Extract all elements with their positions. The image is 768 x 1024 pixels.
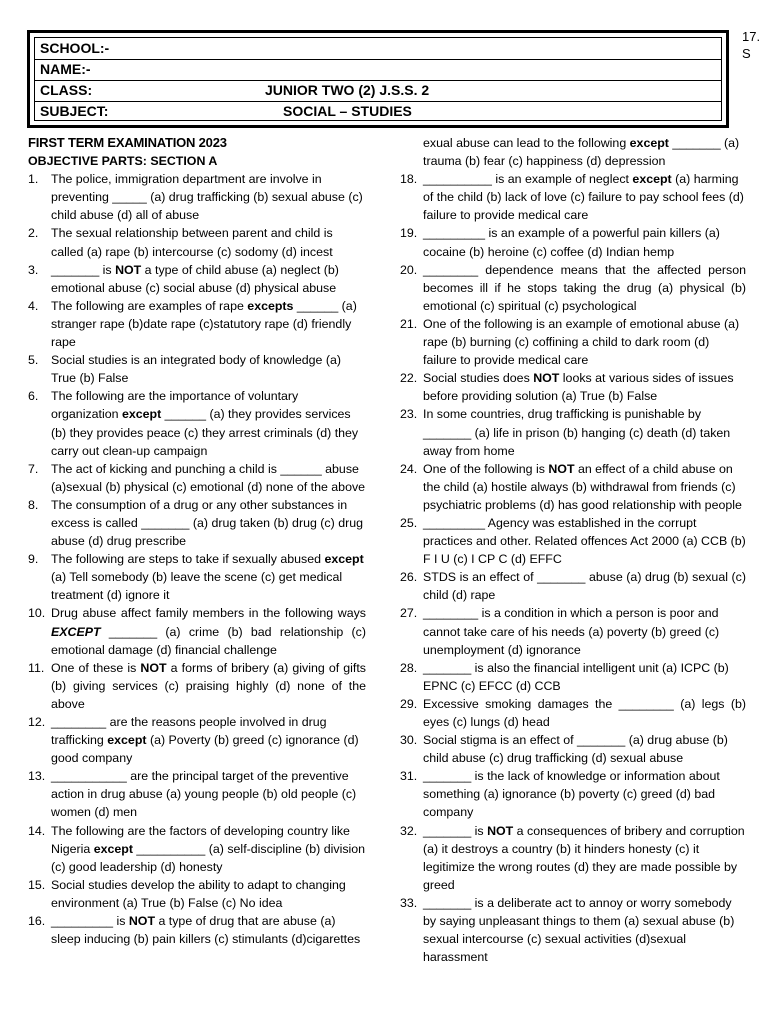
question-text: Social studies does NOT looks at various sides of issues before providing solution (a) True (b) False <box>423 371 734 404</box>
page-corner-text <box>742 28 760 62</box>
right-column <box>400 134 746 966</box>
question-item <box>400 894 746 966</box>
question-text: Excessive smoking damages the ________ (a) legs (b) eyes (c) lungs (d) head <box>423 696 746 729</box>
question-number: 22. <box>400 371 418 386</box>
question-item <box>28 460 366 496</box>
question-text: The following are examples of rape excepts ______ (a) stranger rape (b)date rape (c)statutory rape (d) friendly rape <box>51 298 357 350</box>
school-label: SCHOOL:- <box>40 40 110 56</box>
subject-row <box>35 101 721 122</box>
question-text: _________ Agency was established in the corrupt practices and other. Related offences Act 2000 (a) CCB (b) F I U (c) I CP C (d) EFFC <box>423 515 746 567</box>
question-text: _______ is the lack of knowledge or information about something (a) ignorance (b) poverty (c) greed (d) bad company <box>423 769 720 820</box>
question-text: The act of kicking and punching a child is ______ abuse (a)sexual (b) physical (c) emotional (d) none of the above <box>51 461 366 494</box>
question-number: 30. <box>400 733 418 748</box>
question-continuation: exual abuse can lead to the following except _______ (a) trauma (b) fear (c) happiness (d) depression <box>423 136 740 169</box>
question-number: 23. <box>400 407 418 422</box>
question-text: One of the following is NOT an effect of a child abuse on the child (a) hostile always (b) withdrawal from friends (c) psychiatric problems (d) has good relationship with people <box>423 461 742 512</box>
question-number: 8. <box>28 497 39 512</box>
question-item <box>28 496 366 550</box>
question-number: 15. <box>28 877 46 892</box>
question-item <box>400 659 746 695</box>
question-number: 5. <box>28 353 39 368</box>
question-item <box>28 170 366 224</box>
question-text: One of these is NOT a forms of bribery (a) giving of gifts (b) giving services (c) praising highly (d) none of the above <box>51 660 366 711</box>
question-text: The following are the importance of voluntary organization except ______ (a) they provides services (b) they provides peace (c) they arrest criminals (d) they carry out clean-up campaign <box>51 389 359 458</box>
question-number: 6. <box>28 389 39 404</box>
question-item <box>400 170 746 224</box>
school-row <box>35 38 721 60</box>
question-number: 7. <box>28 461 39 476</box>
left-column <box>28 134 366 948</box>
question-number: 13. <box>28 769 46 784</box>
question-item <box>400 369 746 405</box>
question-item <box>28 822 366 876</box>
question-text: ___________ are the principal target of the preventive action in drug abuse (a) young people (b) old people (c) women (d) men <box>51 769 357 820</box>
question-text: ________ dependence means that the affected person becomes ill if he stops taking the drug (a) physical (b) emotional (c) spiritual (c) psychological <box>423 262 746 313</box>
question-number: 24. <box>400 461 418 476</box>
question-number: 18. <box>400 172 418 187</box>
header-inner-box <box>34 37 722 121</box>
question-text: ________ are the reasons people involved in drug trafficking except (a) Poverty (b) greed (c) ignorance (d) good company <box>51 715 359 766</box>
question-number: 14. <box>28 823 46 838</box>
question-number: 27. <box>400 606 418 621</box>
section-heading: OBJECTIVE PARTS: SECTION A <box>28 154 218 169</box>
question-item <box>28 297 366 351</box>
question-item <box>28 604 366 658</box>
question-list-right <box>400 170 746 966</box>
question-text: One of the following is an example of emotional abuse (a) rape (b) burning (c) coffining a child to dark room (d) failure to provide medical care <box>423 316 740 368</box>
question-number: 12. <box>28 715 46 729</box>
question-text: _______ is NOT a consequences of bribery and corruption (a) it destroys a country (b) it hinders honesty (c) it legitimize the wrong routes (d) they are made possible by greed <box>423 823 745 892</box>
question-text: The following are steps to take if sexually abused except (a) Tell somebody (b) leave the scene (c) get medical treatment (d) ignore it <box>51 552 364 603</box>
question-item <box>400 767 746 821</box>
question-text: Social stigma is an effect of _______ (a) drug abuse (b) child abuse (c) drug trafficking (d) sexual abuse <box>423 733 728 766</box>
question-text: Social studies develop the ability to adapt to changing environment (a) True (b) False (c) No idea <box>51 877 346 910</box>
question-item <box>400 695 746 731</box>
question-item <box>400 224 746 260</box>
question-text: _______ is NOT a type of child abuse (a) neglect (b) emotional abuse (c) social abuse (d) physical abuse <box>51 262 339 295</box>
question-number: 11. <box>28 660 45 675</box>
question-text: Drug abuse affect family members in the following ways EXCEPT _______ (a) crime (b) bad relationship (c) emotional damage (d) financial challenge <box>51 606 366 657</box>
question-item <box>400 822 746 894</box>
question-text: The police, immigration department are involve in preventing _____ (a) drug trafficking (b) sexual abuse (c) child abuse (d) all of abuse <box>51 172 363 223</box>
question-item <box>28 713 366 767</box>
question-item <box>400 604 746 658</box>
subject-value: SOCIAL – STUDIES <box>283 103 412 119</box>
header-box <box>27 30 729 128</box>
question-number: 19. <box>400 226 418 241</box>
class-value: JUNIOR TWO (2) J.S.S. 2 <box>265 82 430 98</box>
question-item <box>28 659 366 713</box>
question-number: 33. <box>400 895 418 910</box>
question-item <box>28 912 366 948</box>
question-item <box>28 876 366 912</box>
question-text: In some countries, drug trafficking is punishable by _______ (a) life in prison (b) hanging (c) death (d) taken away from home <box>423 407 731 458</box>
question-number: 21. <box>400 316 418 331</box>
question-item <box>400 460 746 514</box>
question-item <box>400 514 746 568</box>
question-text: _______ is also the financial intelligent unit (a) ICPC (b) EPNC (c) EFCC (d) CCB <box>423 660 729 693</box>
question-item <box>28 767 366 821</box>
question-number: 9. <box>28 552 39 567</box>
question-text: STDS is an effect of _______ abuse (a) drug (b) sexual (c) child (d) rape <box>423 570 746 603</box>
question-number: 32. <box>400 823 418 838</box>
question-item <box>28 261 366 297</box>
question-item <box>28 224 366 260</box>
corner-letter: S <box>742 46 751 61</box>
question-number: 20. <box>400 262 418 277</box>
question-item <box>400 315 746 369</box>
question-text: _________ is an example of a powerful pain killers (a) cocaine (b) heroine (c) coffee (d) Indian hemp <box>423 226 720 259</box>
question-item <box>400 405 746 459</box>
corner-number: 17. <box>742 29 761 44</box>
question-number: 2. <box>28 226 39 241</box>
question-text: Social studies is an integrated body of knowledge (a) True (b) False <box>51 353 341 386</box>
question-item <box>28 550 366 604</box>
question-number: 31. <box>400 769 418 784</box>
question-text: The sexual relationship between parent and child is called (a) rape (b) intercourse (c) sodomy (d) incest <box>51 226 333 259</box>
question-number: 3. <box>28 262 39 277</box>
question-number: 25. <box>400 515 418 530</box>
question-item <box>400 261 746 315</box>
question-text: __________ is an example of neglect except (a) harming of the child (b) lack of love (c) failure to pay school fees (d) failure to provide medical care <box>423 172 744 223</box>
exam-title: FIRST TERM EXAMINATION 2023 <box>28 135 227 150</box>
question-number: 1. <box>28 172 39 187</box>
question-number: 10. <box>28 606 46 621</box>
question-text: ________ is a condition in which a person is poor and cannot take care of his needs (a) poverty (b) greed (c) unemployment (d) ignorance <box>423 606 720 657</box>
question-text: The consumption of a drug or any other substances in excess is called _______ (a) drug taken (b) drug (c) drug abuse (d) drug prescribe <box>51 497 363 549</box>
question-item <box>28 387 366 459</box>
question-number: 28. <box>400 660 418 675</box>
question-item <box>400 731 746 767</box>
question-list-left <box>28 170 366 948</box>
class-label: CLASS: <box>40 82 93 98</box>
question-text: _______ is a deliberate act to annoy or worry somebody by saying unpleasant things to them (a) sexual abuse (b) sexual intercourse (c) sexual activities (d)sexual harassment <box>423 895 735 965</box>
question-text: The following are the factors of developing country like Nigeria except __________ (a) self-discipline (b) division (c) good leadership (d) honesty <box>51 823 366 874</box>
question-number: 16. <box>28 914 46 929</box>
name-label: NAME:- <box>40 61 91 77</box>
question-item <box>400 568 746 604</box>
class-row <box>35 80 721 102</box>
question-text: _________ is NOT a type of drug that are abuse (a) sleep inducing (b) pain killers (c) stimulants (d)cigarettes <box>51 914 361 947</box>
question-number: 26. <box>400 570 418 585</box>
question-number: 4. <box>28 298 39 313</box>
question-item <box>28 351 366 387</box>
name-row <box>35 59 721 81</box>
question-number: 29. <box>400 696 418 711</box>
subject-label: SUBJECT: <box>40 103 109 119</box>
